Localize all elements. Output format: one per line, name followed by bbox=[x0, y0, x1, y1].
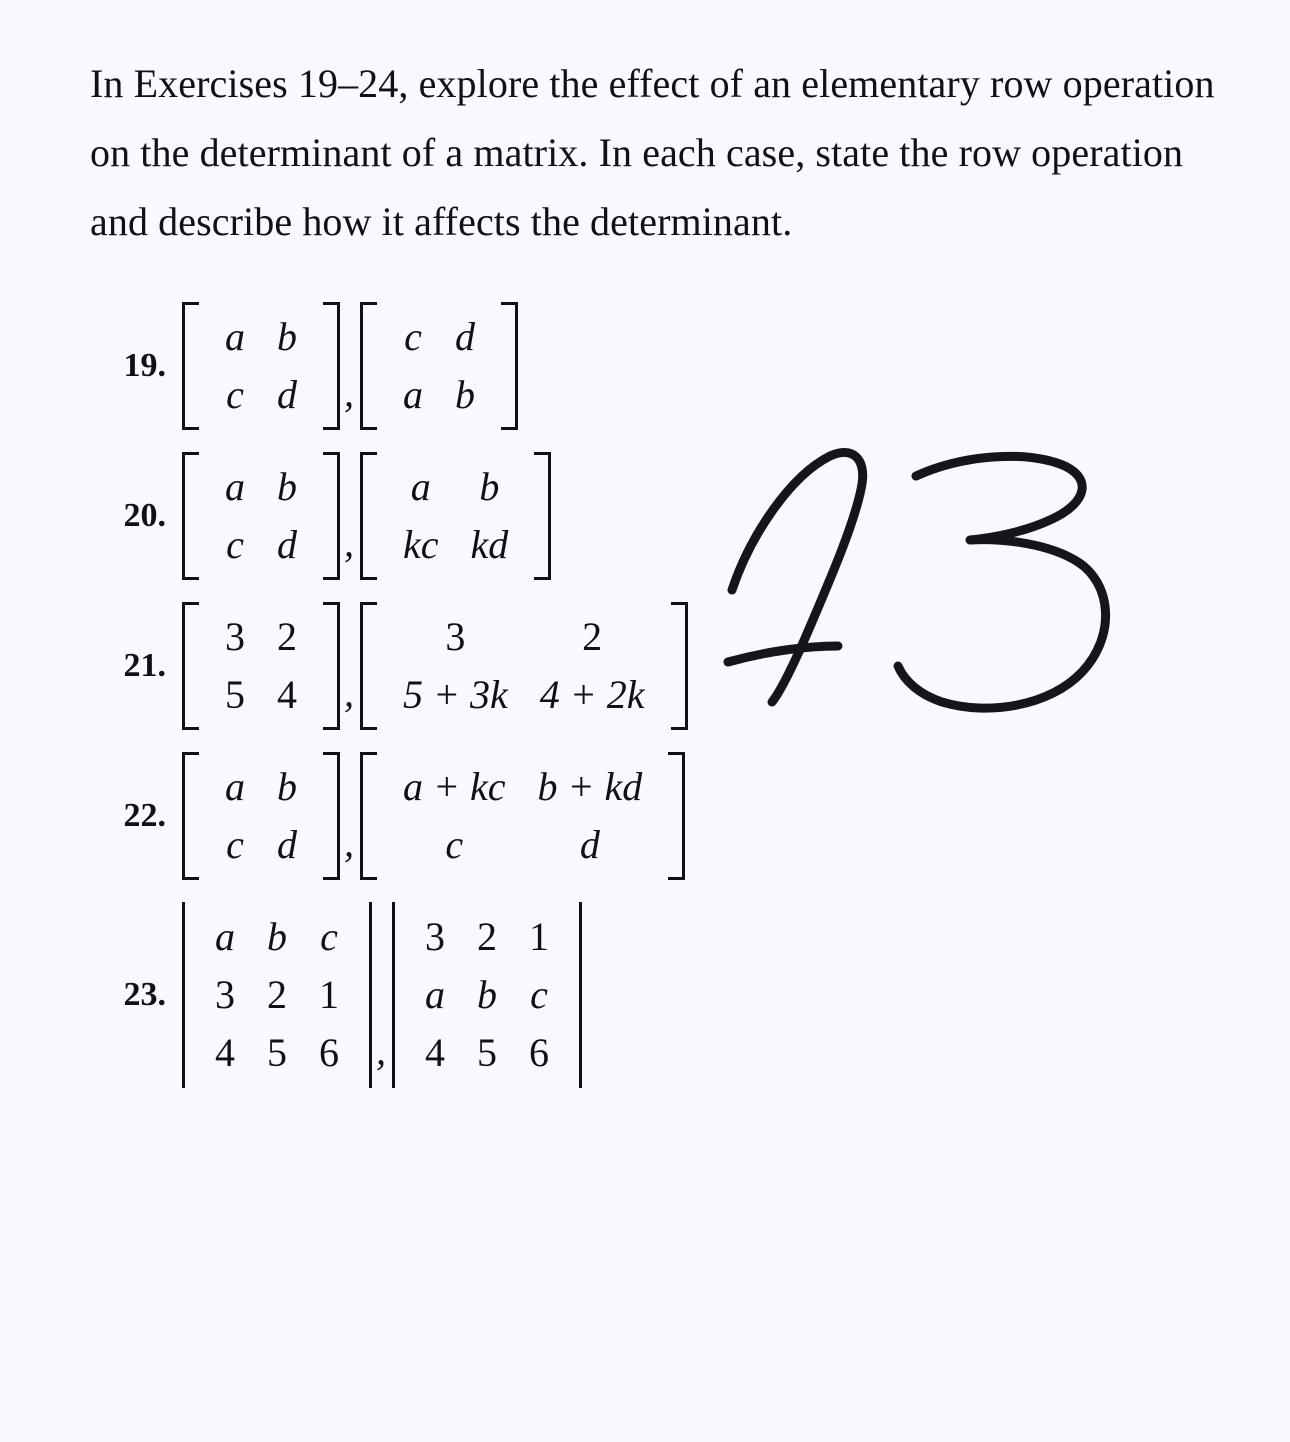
bracket-left-icon bbox=[360, 602, 377, 730]
vertical-bar-left-icon bbox=[182, 902, 189, 1088]
matrix bbox=[182, 902, 372, 1088]
bracket-right-icon bbox=[671, 602, 688, 730]
matrix bbox=[182, 602, 340, 730]
matrix bbox=[182, 752, 340, 880]
matrix-cell: b bbox=[455, 372, 475, 418]
matrix-cell: d bbox=[277, 822, 297, 868]
matrix-cell: a bbox=[403, 372, 423, 418]
bracket-right-icon bbox=[501, 302, 518, 430]
instructions-text: In Exercises 19–24, explore the effect of an elementary row operation on the determinant of a matrix. In each case, state the row operation and describe how it affects the determinant. bbox=[90, 61, 1215, 244]
bracket-left-icon bbox=[182, 602, 199, 730]
matrix-cell: a bbox=[225, 464, 245, 510]
matrix-cell: 4 bbox=[277, 672, 297, 718]
vertical-bar-right-icon bbox=[575, 902, 582, 1088]
matrix bbox=[360, 602, 688, 730]
bracket-right-icon bbox=[323, 752, 340, 880]
matrix-cell: 1 bbox=[529, 914, 549, 960]
exercise-content bbox=[182, 452, 551, 580]
matrix-cell: a + kc bbox=[403, 764, 506, 810]
exercise-content bbox=[182, 902, 582, 1088]
separator: , bbox=[344, 820, 354, 866]
matrix-cell: a bbox=[410, 464, 431, 510]
matrix-cell: d bbox=[455, 314, 475, 360]
matrix-cell: kc bbox=[403, 522, 439, 568]
matrix-cell: 5 bbox=[225, 672, 245, 718]
matrix-cell: b bbox=[277, 464, 297, 510]
bracket-right-icon bbox=[534, 452, 551, 580]
matrix-cell: b + kd bbox=[537, 764, 643, 810]
bracket-right-icon bbox=[668, 752, 685, 880]
matrix-cell: 5 bbox=[267, 1030, 287, 1076]
bracket-left-icon bbox=[182, 752, 199, 880]
matrix-cell: 2 bbox=[582, 614, 603, 660]
exercise-number: 20. bbox=[123, 497, 166, 535]
exercise-content bbox=[182, 752, 685, 880]
matrix-cell: kd bbox=[470, 522, 509, 568]
separator: , bbox=[376, 1028, 386, 1074]
exercise-number: 21. bbox=[123, 647, 166, 685]
bracket-left-icon bbox=[360, 752, 377, 880]
matrix bbox=[360, 452, 551, 580]
bracket-left-icon bbox=[360, 302, 377, 430]
matrix-cell: 5 + 3k bbox=[403, 672, 508, 718]
bracket-right-icon bbox=[323, 452, 340, 580]
matrix-cell: 3 bbox=[425, 914, 445, 960]
bracket-left-icon bbox=[182, 302, 199, 430]
separator: , bbox=[344, 370, 354, 416]
matrix-cell: 3 bbox=[215, 972, 235, 1018]
exercise-number: 23. bbox=[123, 976, 166, 1014]
exercise-content bbox=[182, 602, 688, 730]
exercise-list bbox=[90, 302, 1230, 1088]
matrix-cell: c bbox=[226, 372, 244, 418]
matrix-cell: 2 bbox=[267, 972, 287, 1018]
matrix-cell: b bbox=[267, 914, 287, 960]
matrix-cell: d bbox=[277, 522, 297, 568]
exercise-item bbox=[90, 752, 1230, 880]
matrix-cell: 4 + 2k bbox=[539, 672, 645, 718]
matrix-cell: b bbox=[477, 972, 497, 1018]
separator: , bbox=[344, 520, 354, 566]
matrix-cell: d bbox=[277, 372, 297, 418]
matrix-cell: a bbox=[225, 314, 245, 360]
matrix-cell: 6 bbox=[529, 1030, 549, 1076]
matrix-cell: b bbox=[277, 764, 297, 810]
matrix bbox=[360, 302, 518, 430]
matrix-cell: 2 bbox=[277, 614, 297, 660]
matrix-cell: 3 bbox=[445, 614, 466, 660]
matrix-cell: c bbox=[404, 314, 422, 360]
instructions-block bbox=[90, 50, 1230, 256]
vertical-bar-right-icon bbox=[365, 902, 372, 1088]
matrix-cell: 4 bbox=[215, 1030, 235, 1076]
matrix-cell: c bbox=[226, 822, 244, 868]
bracket-left-icon bbox=[360, 452, 377, 580]
bracket-right-icon bbox=[323, 602, 340, 730]
exercise-item bbox=[90, 452, 1230, 580]
matrix-cell: c bbox=[226, 522, 244, 568]
matrix-cell: 2 bbox=[477, 914, 497, 960]
matrix-cell: c bbox=[445, 822, 464, 868]
matrix-cell: b bbox=[277, 314, 297, 360]
matrix bbox=[392, 902, 582, 1088]
exercise-content bbox=[182, 302, 518, 430]
matrix-cell: 6 bbox=[319, 1030, 339, 1076]
vertical-bar-left-icon bbox=[392, 902, 399, 1088]
bracket-left-icon bbox=[182, 452, 199, 580]
matrix-cell: 5 bbox=[477, 1030, 497, 1076]
matrix-cell: c bbox=[530, 972, 548, 1018]
bracket-right-icon bbox=[323, 302, 340, 430]
matrix-cell: b bbox=[479, 464, 500, 510]
exercise-item bbox=[90, 602, 1230, 730]
matrix bbox=[360, 752, 685, 880]
matrix-cell: c bbox=[320, 914, 338, 960]
matrix-cell: 3 bbox=[225, 614, 245, 660]
matrix bbox=[182, 452, 340, 580]
exercise-item bbox=[90, 902, 1230, 1088]
exercise-number: 19. bbox=[123, 347, 166, 385]
matrix-cell: d bbox=[579, 822, 600, 868]
matrix-cell: 4 bbox=[425, 1030, 445, 1076]
matrix-cell: a bbox=[425, 972, 445, 1018]
matrix-cell: a bbox=[215, 914, 235, 960]
matrix-cell: 1 bbox=[319, 972, 339, 1018]
exercise-number: 22. bbox=[123, 797, 166, 835]
matrix-cell: a bbox=[225, 764, 245, 810]
separator: , bbox=[344, 670, 354, 716]
matrix bbox=[182, 302, 340, 430]
exercise-item bbox=[90, 302, 1230, 430]
